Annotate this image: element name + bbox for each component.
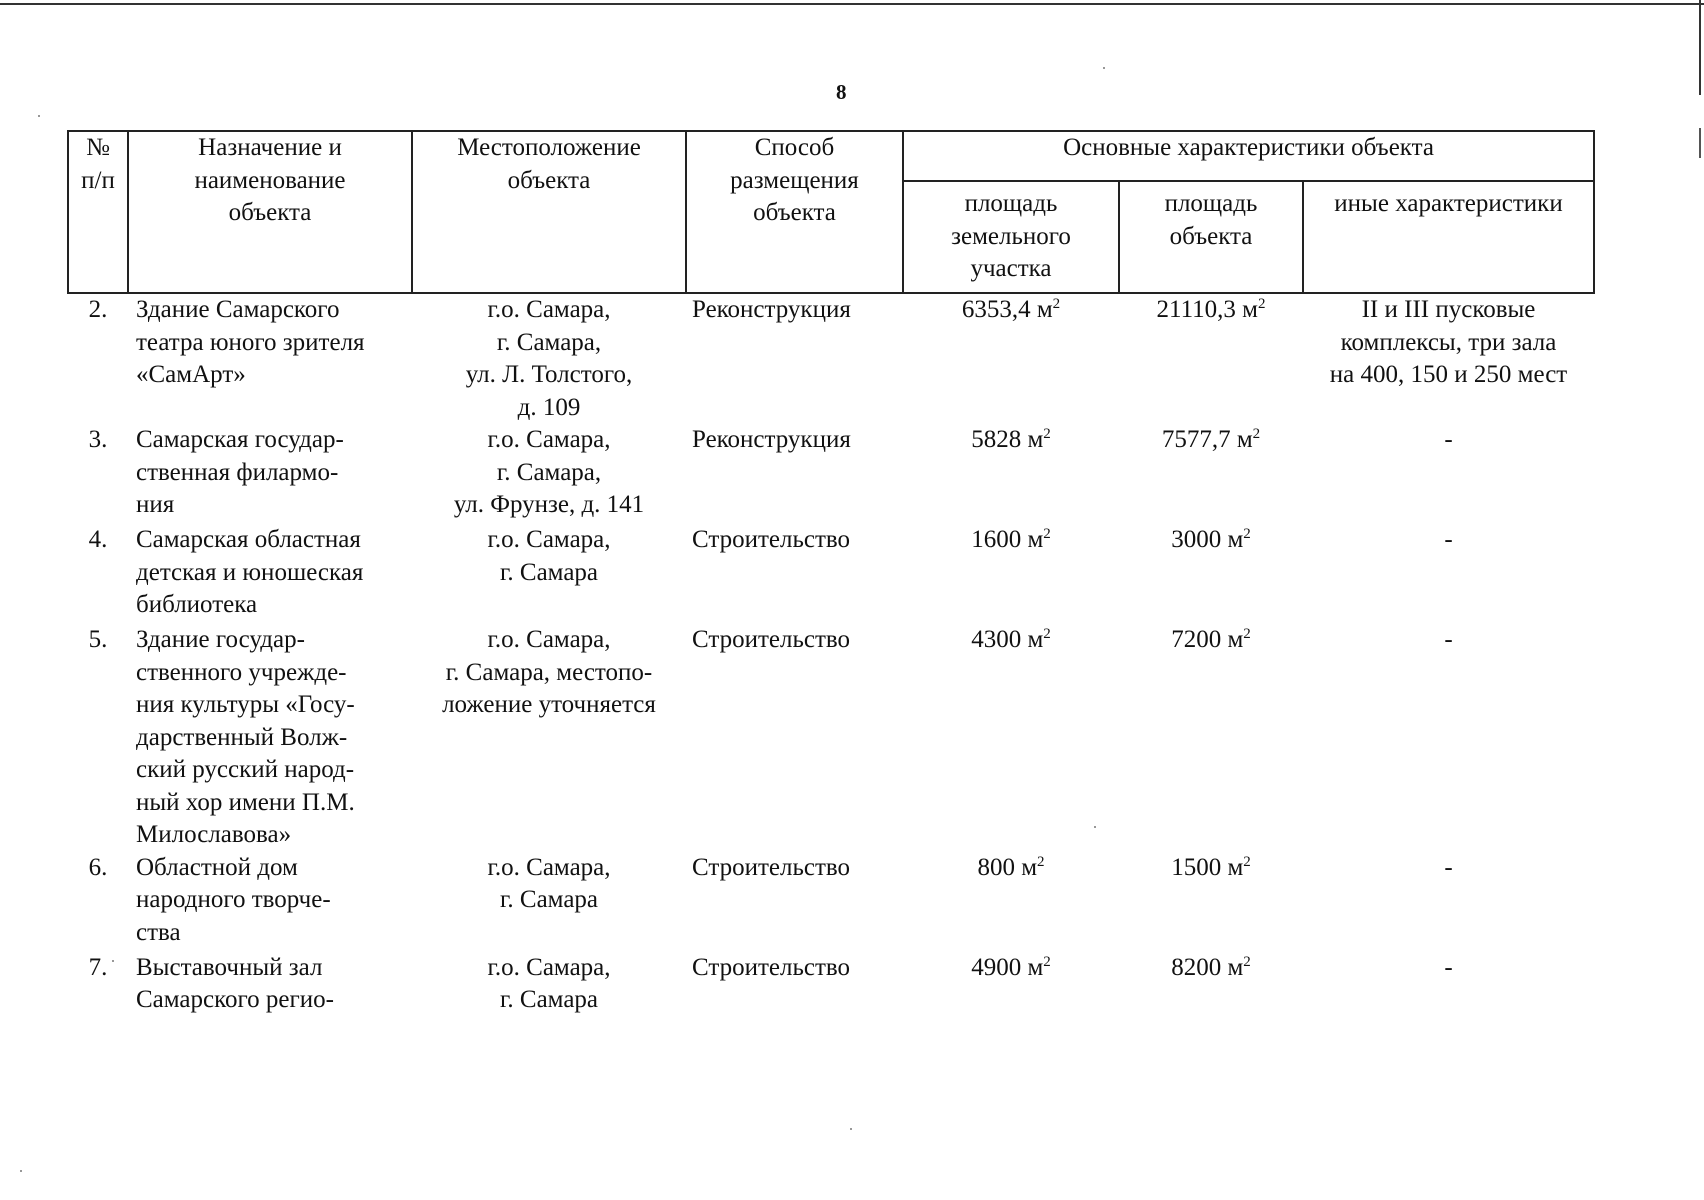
location-line: г. Самара: [499, 886, 599, 913]
area-unit-power: 2: [1043, 426, 1051, 442]
area-unit: м: [1227, 853, 1244, 881]
cell-other: [1303, 424, 1594, 524]
cell-name: [128, 624, 412, 852]
cell-num: [68, 424, 128, 524]
area-unit: м: [1036, 296, 1053, 323]
name-line: ства: [136, 918, 181, 946]
area-unit: м: [1242, 296, 1258, 323]
cell-object-area: [1119, 624, 1303, 852]
location-line: г. Самара,: [496, 458, 602, 486]
name-line: «СамАрт»: [136, 361, 246, 388]
location-line: г.о. Самара,: [487, 526, 611, 553]
header-text: п/п: [81, 166, 115, 194]
area-unit-power: 2: [1243, 526, 1251, 542]
other-line: -: [1444, 426, 1453, 453]
other-line: II и III пусковые: [1361, 296, 1536, 323]
scan-edge-mark: [1699, 0, 1701, 95]
row-number: 4.: [88, 526, 108, 553]
cell-method: [686, 852, 903, 952]
cell-name: [128, 852, 412, 952]
header-text: объекта: [228, 199, 312, 226]
header-other: иные характеристики: [1303, 181, 1594, 293]
table-row: [68, 624, 1594, 852]
name-line: Милославова»: [136, 821, 292, 848]
method-text: Реконструкция: [692, 296, 851, 323]
area-unit-power: 2: [1243, 953, 1251, 970]
area-unit-power: 2: [1043, 953, 1051, 970]
name-line: театра юного зрителя: [136, 328, 365, 356]
header-text: №: [86, 134, 110, 161]
cell-num: [68, 524, 128, 624]
location-line: д. 109: [517, 393, 581, 421]
name-line: Здание Самарского: [136, 296, 340, 323]
cell-method: [686, 524, 903, 624]
area-unit: м: [1027, 953, 1044, 981]
header-text: Способ: [754, 134, 835, 161]
row-number: 6.: [88, 853, 108, 881]
other-line: на 400, 150 и 250 мест: [1329, 361, 1568, 388]
name-line: Самарская областная: [136, 526, 361, 553]
method-text: Строительство: [692, 953, 851, 981]
scan-speck: [1103, 67, 1105, 69]
header-location: [412, 131, 686, 293]
location-line: г.о. Самара,: [487, 426, 611, 453]
header-land-area: [903, 181, 1119, 293]
cell-location: [412, 624, 686, 852]
header-text: объекта: [507, 166, 591, 194]
cell-name: [128, 293, 412, 424]
cell-num: [68, 952, 128, 1017]
area-unit: м: [1021, 853, 1038, 881]
area-value: 1500: [1171, 853, 1222, 881]
area-value: 8200: [1171, 953, 1222, 981]
location-line: г.о. Самара,: [487, 853, 611, 881]
cell-land-area: [903, 524, 1119, 624]
name-line: ственная филармо-: [136, 458, 339, 486]
location-line: г. Самара, местопо-: [445, 658, 653, 686]
area-unit-power: 2: [1252, 426, 1261, 442]
name-line: ния культуры «Госу-: [136, 691, 355, 718]
area-unit: м: [1227, 953, 1244, 981]
cell-other: [1303, 952, 1594, 1017]
scan-speck: [20, 1170, 22, 1172]
method-text: Строительство: [692, 526, 851, 553]
name-line: детская и юношеская: [136, 558, 364, 586]
cell-num: [68, 293, 128, 424]
area-value: 5828: [971, 426, 1022, 453]
name-line: Здание государ-: [136, 626, 305, 653]
other-line: -: [1444, 853, 1453, 881]
cell-name: [128, 952, 412, 1017]
header-text: Местоположение: [457, 134, 641, 161]
location-line: г.о. Самара,: [487, 626, 611, 653]
name-line: народного творче-: [136, 886, 331, 913]
area-unit: м: [1027, 526, 1044, 553]
cell-object-area: [1119, 424, 1303, 524]
location-line: г.о. Самара,: [487, 296, 611, 323]
other-line: комплексы, три зала: [1340, 328, 1557, 356]
header-text: наименование: [194, 166, 346, 194]
cell-other: [1303, 624, 1594, 852]
area-unit: м: [1227, 526, 1244, 553]
name-line: ния: [136, 491, 175, 518]
cell-location: [412, 524, 686, 624]
cell-other: [1303, 852, 1594, 952]
table-row: [68, 952, 1594, 1017]
cell-name: [128, 524, 412, 624]
other-line: -: [1444, 526, 1453, 553]
area-unit-power: 2: [1037, 853, 1045, 870]
location-line: ул. Л. Толстого,: [465, 361, 633, 388]
location-line: ул. Фрунзе, д. 141: [453, 491, 645, 518]
cell-num: [68, 852, 128, 952]
location-line: г. Самара,: [496, 328, 602, 356]
area-unit: м: [1027, 426, 1044, 453]
area-value: 7577,7: [1161, 426, 1231, 453]
cell-land-area: [903, 852, 1119, 952]
scan-edge-mark: [1699, 128, 1701, 158]
location-line: г.о. Самара,: [487, 953, 611, 981]
area-value: 3000: [1171, 526, 1222, 553]
cell-land-area: [903, 293, 1119, 424]
scan-speck: [850, 1128, 852, 1130]
area-unit-power: 2: [1243, 626, 1251, 642]
method-text: Строительство: [692, 626, 851, 653]
area-unit-power: 2: [1243, 853, 1251, 870]
header-text: площадь: [964, 190, 1058, 217]
name-line: Областной дом: [136, 853, 298, 881]
cell-object-area: [1119, 852, 1303, 952]
location-line: ложение уточняется: [442, 691, 656, 718]
header-text: Назначение и: [198, 134, 342, 161]
cell-other: [1303, 524, 1594, 624]
area-unit: м: [1027, 626, 1044, 653]
cell-land-area: [903, 424, 1119, 524]
cell-method: [686, 424, 903, 524]
cell-land-area: [903, 952, 1119, 1017]
header-text: земельного: [951, 222, 1071, 250]
cell-land-area: [903, 624, 1119, 852]
cell-num: [68, 624, 128, 852]
cell-method: [686, 293, 903, 424]
name-line: Выставочный зал: [136, 953, 323, 981]
area-unit: м: [1236, 426, 1253, 453]
header-text: объекта: [753, 199, 836, 226]
area-unit: м: [1227, 626, 1244, 653]
header-num: [68, 131, 128, 293]
table-row: [68, 852, 1594, 952]
page-number: 8: [836, 80, 847, 104]
other-line: -: [1444, 626, 1453, 653]
header-main-characteristics: Основные характеристики объекта: [903, 131, 1594, 181]
scan-top-rule: [0, 3, 1704, 5]
cell-location: [412, 852, 686, 952]
table-header-row: [68, 131, 1594, 181]
cell-object-area: [1119, 293, 1303, 424]
area-value: 21110,3: [1156, 296, 1236, 323]
header-text: объекта: [1169, 222, 1253, 250]
location-line: г. Самара: [499, 558, 599, 586]
header-name: [128, 131, 412, 293]
row-number: 2.: [88, 296, 108, 323]
cell-method: [686, 952, 903, 1017]
cell-location: [412, 293, 686, 424]
area-value: 6353,4: [961, 296, 1031, 323]
header-text: размещения: [730, 166, 859, 194]
name-line: Самарская государ-: [136, 426, 344, 453]
area-value: 800: [977, 853, 1015, 881]
area-value: 1600: [971, 526, 1022, 553]
name-line: дарственный Волж-: [136, 723, 348, 751]
table-row: [68, 293, 1594, 424]
area-value: 4300: [971, 626, 1022, 653]
cell-name: [128, 424, 412, 524]
cell-object-area: [1119, 524, 1303, 624]
objects-table: [67, 130, 1595, 1017]
area-value: 4900: [971, 953, 1022, 981]
other-line: -: [1444, 953, 1453, 981]
area-unit-power: 2: [1043, 526, 1051, 542]
header-method: [686, 131, 903, 293]
cell-method: [686, 624, 903, 852]
method-text: Строительство: [692, 853, 851, 881]
area-unit-power: 2: [1257, 296, 1266, 312]
scan-speck: [38, 115, 40, 117]
row-number: 3.: [88, 426, 108, 453]
table-body: [68, 293, 1594, 1017]
area-value: 7200: [1171, 626, 1222, 653]
header-text: участка: [970, 255, 1052, 282]
cell-location: [412, 424, 686, 524]
cell-object-area: [1119, 952, 1303, 1017]
method-text: Реконструкция: [692, 426, 851, 453]
name-line: ный хор имени П.М.: [136, 788, 355, 816]
name-line: ский русский народ-: [136, 756, 355, 783]
header-object-area: [1119, 181, 1303, 293]
name-line: библиотека: [136, 591, 258, 618]
table-row: [68, 424, 1594, 524]
row-number: 7.: [88, 953, 108, 981]
cell-other: [1303, 293, 1594, 424]
name-line: ственного учрежде-: [136, 658, 347, 686]
row-number: 5.: [88, 626, 108, 653]
header-text: площадь: [1164, 190, 1258, 217]
cell-location: [412, 952, 686, 1017]
name-line: Самарского регио-: [136, 986, 334, 1013]
area-unit-power: 2: [1052, 296, 1061, 312]
area-unit-power: 2: [1043, 626, 1051, 642]
location-line: г. Самара: [499, 986, 599, 1013]
table-row: [68, 524, 1594, 624]
